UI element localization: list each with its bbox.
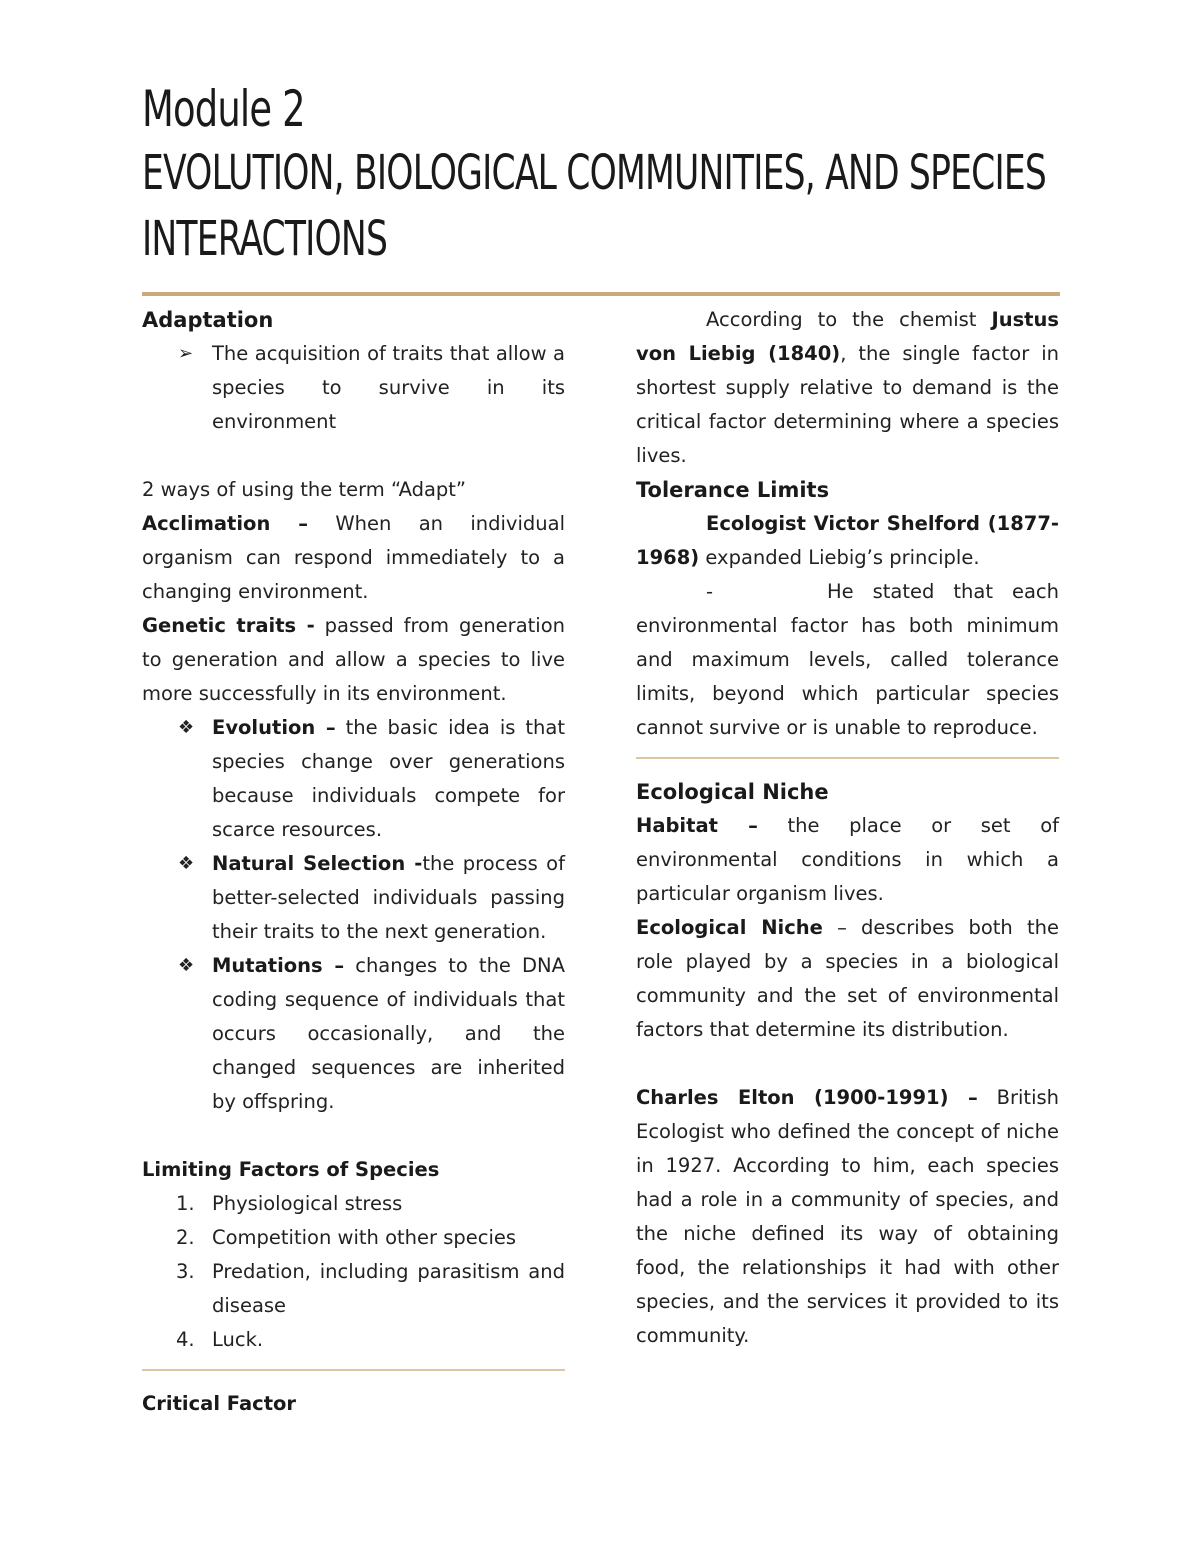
adaptation-heading: Adaptation: [142, 308, 274, 332]
shelford-paragraph: [636, 507, 1059, 575]
elton-paragraph: [636, 1081, 1059, 1353]
diamond-bullet-icon: ❖: [178, 955, 195, 976]
elton-name: Charles Elton (1900-1991) –: [636, 1086, 978, 1109]
list-item: [142, 1221, 565, 1255]
shelford-statement: expanded Liebig’s principle.: [699, 546, 980, 569]
habitat-paragraph: [636, 809, 1059, 911]
evolution-definition: the basic idea is that species change over generations because individuals compete for scarce resources.: [212, 716, 565, 841]
natural-selection-definition: the process of better-selected individuals passing their traits to the next generation.: [212, 852, 565, 943]
spacer: [636, 1047, 1059, 1081]
diamond-bullet-icon: ❖: [178, 853, 195, 874]
title-block: [142, 78, 1060, 272]
elton-definition: British Ecologist who defined the concept of niche in 1927. According to him, each species had a role in a community of species, and the niche defined its way of obtaining food, the relationships it had with other species, and the services it provided to its community.: [636, 1086, 1060, 1347]
tolerance-limits-heading: Tolerance Limits: [636, 478, 830, 502]
list-item: [142, 1323, 565, 1357]
mutations-item: [142, 949, 565, 1119]
list-item: [142, 1255, 565, 1323]
mutations-definition: changes to the DNA coding sequence of individuals that occurs occasionally, and the changed sequences are inherited by offspring.: [212, 954, 565, 1113]
module-subtitle: EVOLUTION, BIOLOGICAL COMMUNITIES, AND SPECIES INTERACTIONS: [142, 145, 1046, 267]
list-item-text: Luck.: [212, 1328, 264, 1351]
module-title: Module 2: [142, 80, 305, 138]
liebig-statement: , the single factor in shortest supply relative to demand is the critical factor determining where a species lives.: [636, 342, 1059, 467]
two-ways-text: 2 ways of using the term “Adapt”: [142, 478, 467, 501]
list-number: 4.: [176, 1328, 195, 1351]
arrow-bullet-icon: ➢: [178, 343, 194, 364]
genetic-traits-definition: passed from generation to generation and allow a species to live more successfully in its environment.: [142, 614, 565, 705]
limiting-factors-list: [142, 1187, 565, 1357]
natural-selection-item: [142, 847, 565, 949]
ecological-niche-term: Ecological Niche: [636, 916, 823, 939]
evolution-item: [142, 711, 565, 847]
right-column: [636, 303, 1059, 1353]
spacer: [142, 439, 565, 473]
title-divider: [142, 292, 1060, 296]
ecological-niche-definition: – describes both the role played by a species in a biological community and the set of environmental factors that determine its distribution.: [636, 916, 1059, 1041]
acclimation-paragraph: [142, 507, 565, 609]
ecological-niche-heading: Ecological Niche: [636, 780, 829, 804]
section-divider: [636, 757, 1059, 759]
limiting-factors-heading: Limiting Factors of Species: [142, 1158, 440, 1181]
habitat-term: Habitat –: [636, 814, 758, 837]
list-number: 1.: [176, 1192, 195, 1215]
natural-selection-term: Natural Selection -: [212, 852, 423, 875]
ecological-niche-paragraph: [636, 911, 1059, 1047]
adaptation-definition: [142, 337, 565, 439]
acclimation-term: Acclimation –: [142, 512, 309, 535]
list-item-text: Physiological stress: [212, 1192, 403, 1215]
spacer: [142, 1119, 565, 1153]
dash-bullet: -: [706, 580, 714, 603]
list-item: [142, 1187, 565, 1221]
habitat-definition: the place or set of environmental conditions in which a particular organism lives.: [636, 814, 1059, 905]
shelford-stated-text: He stated that each environmental factor has both minimum and maximum levels, called tolerance limits, beyond which particular species cannot survive or is unable to reproduce.: [636, 580, 1059, 739]
list-number: 3.: [176, 1260, 195, 1283]
list-item-text: Predation, including parasitism and disease: [212, 1260, 565, 1317]
left-column: [142, 303, 565, 1421]
section-divider: [142, 1369, 565, 1371]
liebig-intro: According to the chemist: [706, 308, 992, 331]
critical-factor-heading: Critical Factor: [142, 1392, 297, 1415]
mutations-term: Mutations –: [212, 954, 345, 977]
diamond-bullet-icon: ❖: [178, 717, 195, 738]
liebig-name: Justus von Liebig (1840): [636, 308, 1059, 365]
genetic-traits-paragraph: [142, 609, 565, 711]
liebig-paragraph: [636, 303, 1059, 473]
list-number: 2.: [176, 1226, 195, 1249]
shelford-name: Ecologist Victor Shelford (1877-1968): [636, 512, 1059, 569]
list-item-text: Competition with other species: [212, 1226, 517, 1249]
shelford-stated-paragraph: [636, 575, 1059, 745]
adaptation-definition-text: The acquisition of traits that allow a species to survive in its environment: [212, 342, 565, 433]
evolution-term: Evolution –: [212, 716, 336, 739]
genetic-traits-term: Genetic traits -: [142, 614, 315, 637]
acclimation-definition: When an individual organism can respond immediately to a changing environment.: [142, 512, 565, 603]
